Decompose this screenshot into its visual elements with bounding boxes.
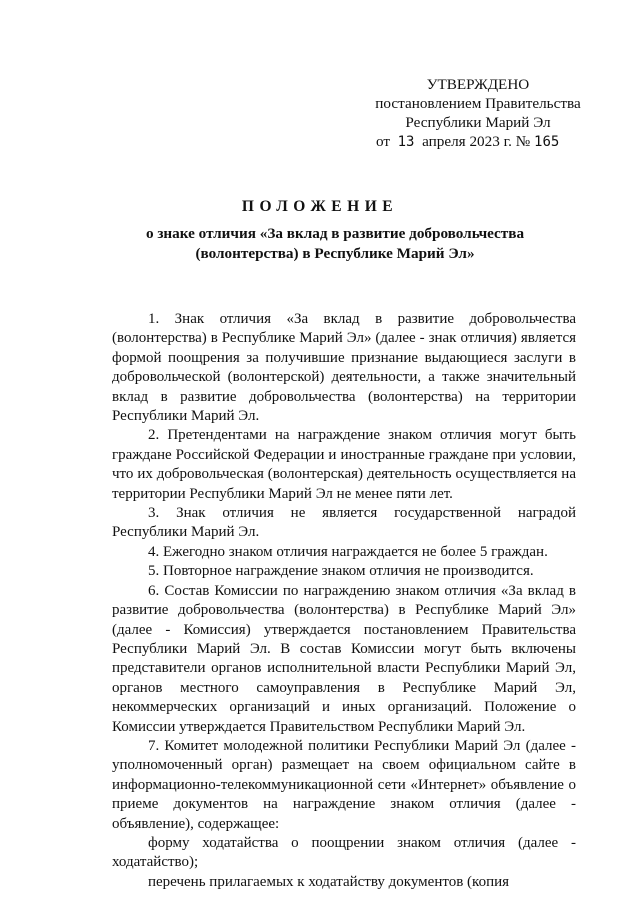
decree-number: 165 — [534, 134, 560, 150]
date-month-year: апреля 2023 г. № — [422, 133, 531, 150]
date-prefix: от — [376, 133, 391, 150]
approval-date-line — [368, 132, 588, 152]
subtitle-line-1: о знаке отличия «За вклад в развитие добровольчества — [145, 225, 525, 242]
list-item-form: форму ходатайства о поощрении знаком отличия (далее - ходатайство); — [112, 834, 576, 871]
paragraph-1: 1. Знак отличия «За вклад в развитие добровольчества (волонтерства) в Республике Марий Эл» (далее - знак отличия) является формой поощрения за получившие признание выдающиеся заслуги в добровольческой (волонтерской) деятельности, а также значительный вклад в развитие добровольчества (волонтерства) на территории Республики Марий Эл. — [112, 311, 576, 425]
document-subtitle — [100, 224, 570, 263]
paragraph-6: 6. Состав Комиссии по награждению знаком отличия «За вклад в развитие добровольчества (волонтерства) в Республике Марий Эл» (далее - Комиссия) утверждается постановлением Правительства Республики Марий Эл. В состав Комиссии могут быть включены представители органов исполнительной власти Республики Марий Эл, органов местного самоуправления в Республике Марий Эл, некоммерческих организаций и иных организаций. Положение о Комиссии утверждается Правительством Республики Марий Эл. — [112, 582, 576, 735]
paragraph-7: 7. Комитет молодежной политики Республики Марий Эл (далее - уполномоченный орган) размещает на своем официальном сайте в информационно-телекоммуникационной сети «Интернет» объявление о приеме документов на награждение знаком отличия (далее - объявление), содержащее: — [112, 737, 576, 832]
paragraph-5: 5. Повторное награждение знаком отличия не производится. — [148, 563, 534, 580]
approval-block — [368, 75, 588, 152]
approval-republic-line: Республики Марий Эл — [405, 114, 551, 131]
paragraph-3: 3. Знак отличия не является государственной наградой Республики Марий Эл. — [112, 505, 576, 541]
approval-heading: УТВЕРЖДЕНО — [426, 76, 530, 93]
list-item-documents: перечень прилагаемых к ходатайству документов (копия — [148, 873, 510, 890]
paragraph-2: 2. Претендентами на награждение знаком отличия могут быть граждане Российской Федерации и иностранные граждане при условии, что их добровольческая (волонтерская) деятельность осуществляется на территории Республики Марий Эл не менее пяти лет. — [112, 427, 576, 502]
subtitle-line-2: (волонтерства) в Республике Марий Эл» — [195, 244, 475, 262]
paragraph-4: 4. Ежегодно знаком отличия награждается не более 5 граждан. — [148, 543, 548, 560]
date-day: 13 — [397, 134, 415, 150]
approval-decree-line: постановлением Правительства — [375, 95, 581, 112]
document-title: ПОЛОЖЕНИЕ — [241, 198, 399, 215]
document-body — [112, 310, 576, 892]
